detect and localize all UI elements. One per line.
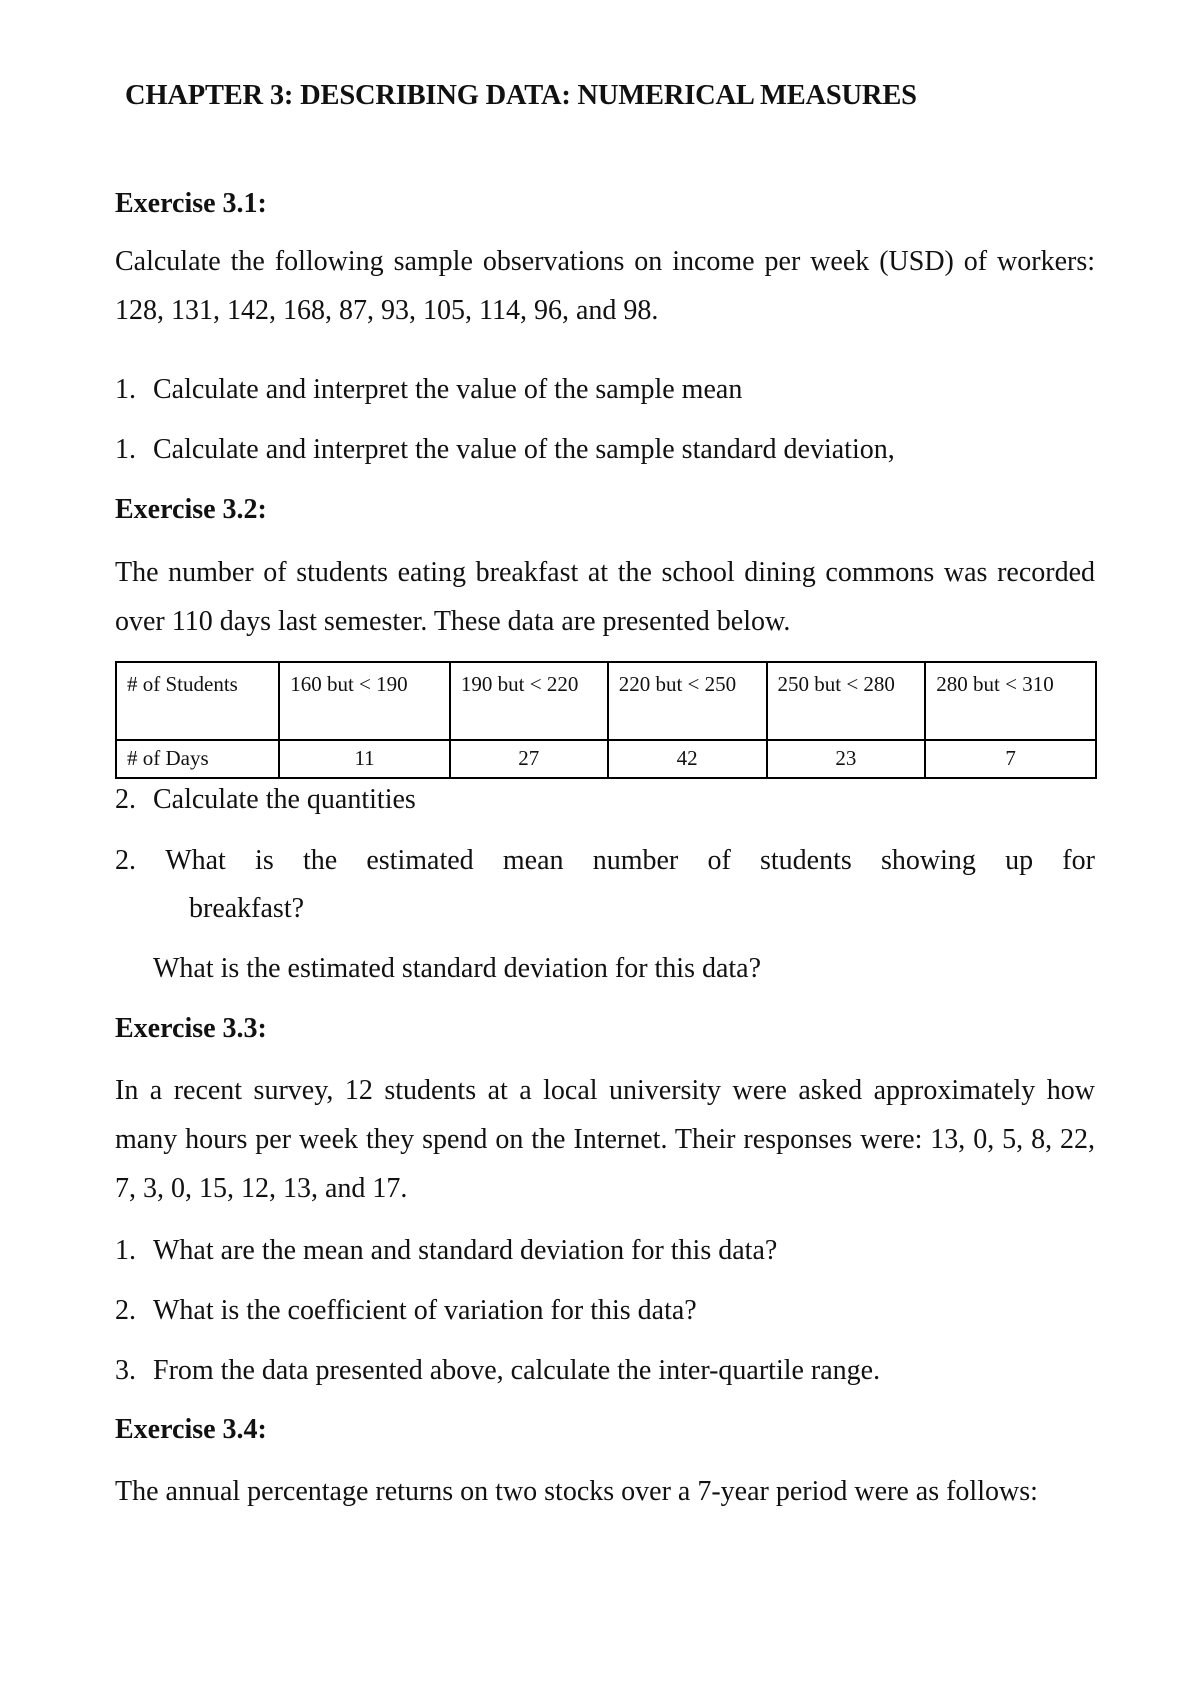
item-word: mean xyxy=(502,845,564,876)
exercise-3-1-item-1 xyxy=(115,374,742,406)
item-number: 3. xyxy=(115,1355,136,1386)
item-number: 1. xyxy=(115,1235,136,1266)
exercise-3-4-heading: Exercise 3.4: xyxy=(115,1414,267,1445)
table-cell-class: 250 but < 280 xyxy=(767,662,926,740)
item-text: From the data presented above, calculate the inter-quartile range. xyxy=(153,1355,881,1386)
item-word: for xyxy=(1062,845,1095,876)
item-word: is xyxy=(255,845,274,876)
exercise-3-2-extra-question: What is the estimated standard deviation for this data? xyxy=(153,953,762,984)
table-cell-label: # of Days xyxy=(116,740,279,778)
item-number: 2. xyxy=(115,845,136,876)
table-cell-days: 11 xyxy=(279,740,450,778)
item-text: What are the mean and standard deviation for this data? xyxy=(153,1235,778,1266)
exercise-3-2-heading: Exercise 3.2: xyxy=(115,494,267,525)
item-word: the xyxy=(302,845,338,876)
exercise-3-1-heading: Exercise 3.1: xyxy=(115,188,267,219)
exercise-3-1-item-2 xyxy=(115,434,895,466)
item-text: Calculate and interpret the value of the sample standard deviation, xyxy=(153,434,895,465)
item-word: estimated xyxy=(366,845,474,876)
exercise-3-2-item-2 xyxy=(115,845,1095,877)
table-row-days xyxy=(116,740,1096,778)
table-row-students xyxy=(116,662,1096,740)
item-word: number xyxy=(592,845,679,876)
exercise-3-4-intro: The annual percentage returns on two stocks over a 7-year period were as follows: xyxy=(115,1476,1038,1507)
table-cell-days: 42 xyxy=(608,740,767,778)
item-number: 1. xyxy=(115,434,136,465)
item-text: What is the coefficient of variation for this data? xyxy=(153,1295,697,1326)
exercise-3-3-item-3 xyxy=(115,1355,880,1387)
exercise-3-2-intro: The number of students eating breakfast at the school dining commons was recorded over 110 days last semester. These data are presented below. xyxy=(115,557,1095,637)
table-cell-days: 7 xyxy=(925,740,1096,778)
table-cell-class: 280 but < 310 xyxy=(925,662,1096,740)
exercise-3-2-item-1 xyxy=(115,784,416,816)
exercise-3-1-intro: Calculate the following sample observations on income per week (USD) of workers: 128, 131, 142, 168, 87, 93, 105, 114, 96, and 98. xyxy=(115,246,1095,326)
exercise-3-3-heading: Exercise 3.3: xyxy=(115,1013,267,1044)
item-text: Calculate and interpret the value of the sample mean xyxy=(153,374,743,405)
item-number: 2. xyxy=(115,784,136,815)
table-cell-class: 190 but < 220 xyxy=(450,662,608,740)
item-word: up xyxy=(1005,845,1034,876)
exercise-3-2-item-2-continued: breakfast? xyxy=(189,893,305,924)
chapter-title: CHAPTER 3: DESCRIBING DATA: NUMERICAL MEASURES xyxy=(125,80,917,111)
item-word: showing xyxy=(880,845,976,876)
item-number: 2. xyxy=(115,1295,136,1326)
item-text: Calculate the quantities xyxy=(153,784,416,815)
table-cell-class: 160 but < 190 xyxy=(279,662,450,740)
table-cell-days: 23 xyxy=(767,740,926,778)
item-word: of xyxy=(707,845,731,876)
exercise-3-3-item-1 xyxy=(115,1235,777,1267)
table-cell-label: # of Students xyxy=(116,662,279,740)
table-cell-class: 220 but < 250 xyxy=(608,662,767,740)
item-number: 1. xyxy=(115,374,136,405)
item-word: What xyxy=(165,845,226,876)
table-cell-days: 27 xyxy=(450,740,608,778)
breakfast-frequency-table xyxy=(115,661,1097,779)
exercise-3-3-intro: In a recent survey, 12 students at a local university were asked approximately how many hours per week they spend on the Internet. Their responses were: 13, 0, 5, 8, 22, 7, 3, 0, 15, 12, 13, and 17. xyxy=(115,1075,1095,1204)
exercise-3-3-item-2 xyxy=(115,1295,697,1327)
item-word: students xyxy=(759,845,852,876)
